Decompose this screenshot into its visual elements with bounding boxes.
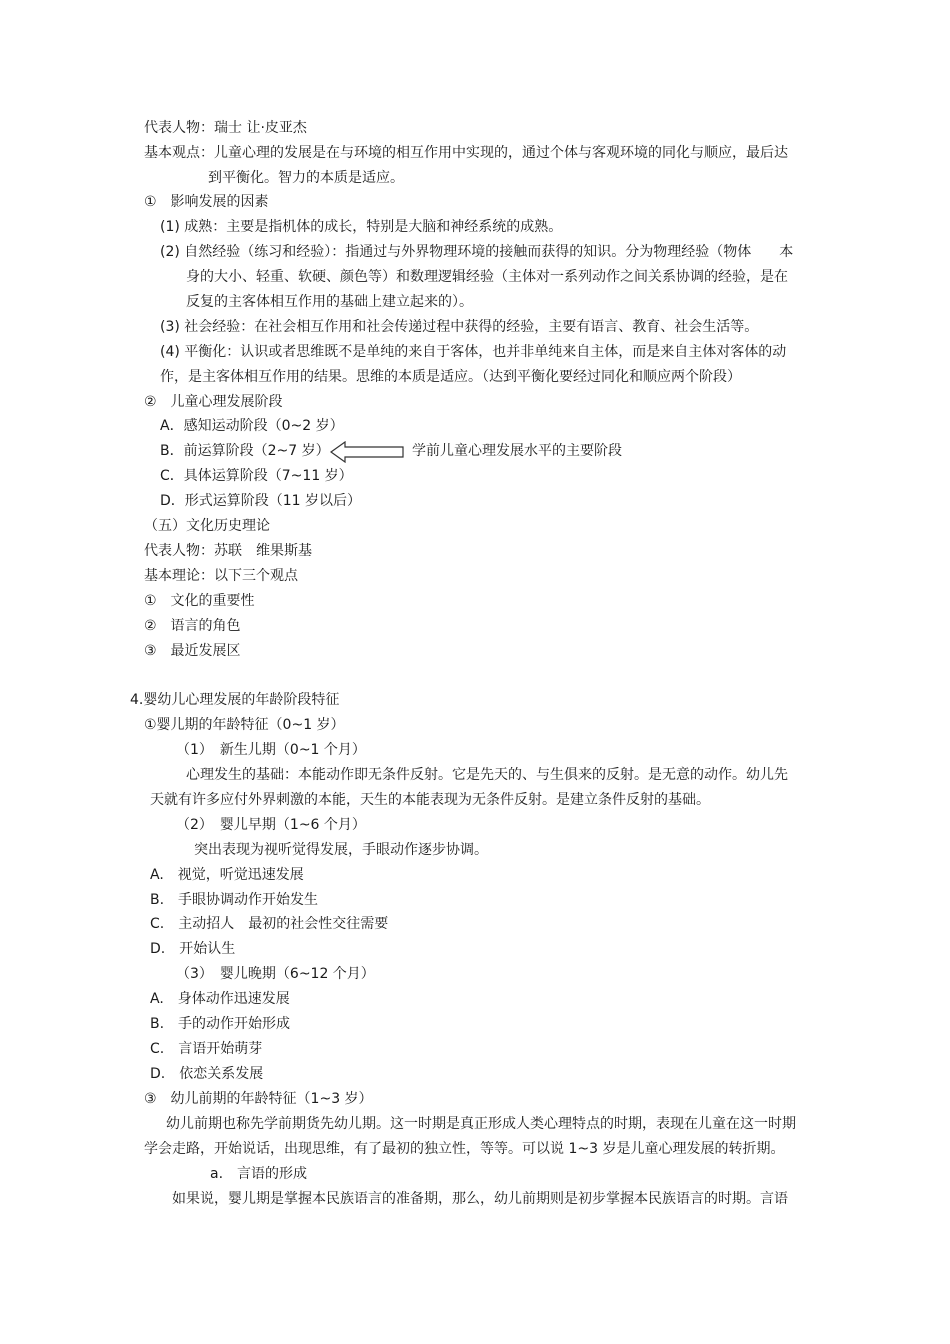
text-line: 代表人物：苏联 维果斯基 — [144, 543, 312, 559]
list-item: C. 言语开始萌芽 — [150, 1041, 263, 1057]
list-item: D．形式运算阶段（11 岁以后） — [160, 493, 362, 509]
section-heading: （五）文化历史理论 — [144, 518, 270, 534]
list-item: ① 文化的重要性 — [144, 593, 255, 609]
list-item: D. 开始认生 — [150, 941, 236, 957]
subsection-heading: （2） 婴儿早期（1~6 个月） — [176, 817, 366, 833]
subsection-heading: a. 言语的形成 — [210, 1166, 308, 1182]
list-item: B．前运算阶段（2~7 岁） — [160, 443, 330, 459]
text-line: 如果说，婴儿期是掌握本民族语言的准备期，那么，幼儿前期则是初步掌握本民族语言的时期。言语 — [172, 1191, 788, 1207]
text-line: 突出表现为视听觉得发展，手眼动作逐步协调。 — [194, 842, 488, 858]
list-item: B. 手的动作开始形成 — [150, 1016, 291, 1032]
list-item: A. 身体动作迅速发展 — [150, 991, 290, 1007]
list-item: B. 手眼协调动作开始发生 — [150, 892, 319, 908]
text-line: 心理发生的基础：本能动作即无条件反射。它是先天的、与生俱来的反射。是无意的动作。幼儿先 — [186, 767, 788, 783]
text-line: 反复的主客体相互作用的基础上建立起来的）。 — [186, 294, 473, 310]
list-item: (2) 自然经验（练习和经验）：指通过与外界物理环境的接触而获得的知识。分为物理经验（物体 本 — [160, 244, 794, 260]
text-line: 学会走路，开始说话，出现思维，有了最初的独立性，等等。可以说 1~3 岁是儿童心理发展的转折期。 — [144, 1141, 785, 1157]
list-item: ③ 最近发展区 — [144, 643, 241, 659]
list-item: C. 主动招人 最初的社会性交往需要 — [150, 916, 389, 932]
text-line: 基本理论：以下三个观点 — [144, 568, 298, 584]
text-line: 代表人物：瑞士 让·皮亚杰 — [144, 120, 307, 136]
section-heading: ② 儿童心理发展阶段 — [144, 394, 283, 410]
subsection-heading: （3） 婴儿晚期（6~12 个月） — [176, 966, 375, 982]
list-item: C．具体运算阶段（7~11 岁） — [160, 468, 353, 484]
section-heading: ① 影响发展的因素 — [144, 194, 269, 210]
list-item: (1) 成熟：主要是指机体的成长，特别是大脑和神经系统的成熟。 — [160, 219, 563, 235]
section-heading: ③ 幼儿前期的年龄特征（1~3 岁） — [144, 1091, 373, 1107]
text-line: 身的大小、轻重、软硬、颜色等）和数理逻辑经验（主体对一系列动作之间关系协调的经验，是在 — [186, 269, 788, 285]
list-item: ② 语言的角色 — [144, 618, 241, 634]
list-item: D. 依恋关系发展 — [150, 1066, 264, 1082]
text-line: 作，是主客体相互作用的结果。思维的本质是适应。（达到平衡化要经过同化和顺应两个阶段） — [160, 369, 741, 385]
list-item: A. 视觉，听觉迅速发展 — [150, 867, 304, 883]
list-item: (3) 社会经验：在社会相互作用和社会传递过程中获得的经验，主要有语言、教育、社会生活等。 — [160, 319, 759, 335]
section-heading: 4.婴幼儿心理发展的年龄阶段特征 — [130, 692, 340, 708]
text-line: 到平衡化。智力的本质是适应。 — [208, 170, 404, 186]
subsection-heading: （1） 新生儿期（0~1 个月） — [176, 742, 366, 758]
text-line: 幼儿前期也称先学前期货先幼儿期。这一时期是真正形成人类心理特点的时期，表现在儿童在这一时期 — [166, 1116, 796, 1132]
list-item: A．感知运动阶段（0~2 岁） — [160, 418, 344, 434]
section-heading: ①婴儿期的年龄特征（0~1 岁） — [144, 717, 345, 733]
list-item: (4) 平衡化：认识或者思维既不是单纯的来自于客体，也并非单纯来自主体，而是来自主体对客体的动 — [160, 344, 787, 360]
text-line: 基本观点：儿童心理的发展是在与环境的相互作用中实现的，通过个体与客观环境的同化与顺应，最后达 — [144, 145, 788, 161]
text-line: 天就有许多应付外界刺激的本能，天生的本能表现为无条件反射。是建立条件反射的基础。 — [150, 792, 710, 808]
left-arrow-icon — [330, 441, 406, 463]
arrow-annotation: 学前儿童心理发展水平的主要阶段 — [412, 443, 622, 459]
